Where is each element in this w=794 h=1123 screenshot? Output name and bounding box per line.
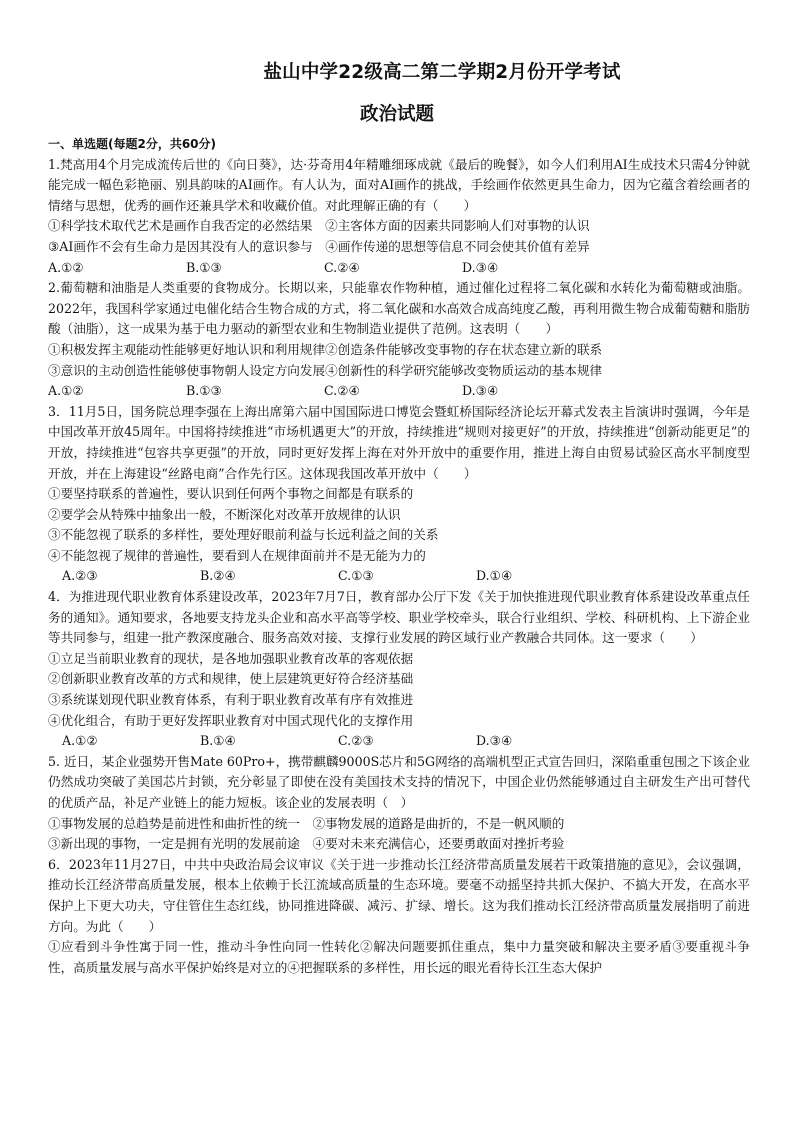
option-d[interactable]: D.③④ [476, 733, 513, 749]
question-3-options [48, 566, 750, 587]
question-3-statement: ③不能忽视了联系的多样性，要处理好眼前利益与长远利益之间的关系 [48, 527, 439, 543]
option-d[interactable]: D.③④ [462, 383, 499, 399]
option-a[interactable]: A.①② [62, 733, 98, 749]
option-b[interactable]: B.①③ [186, 383, 222, 399]
question-4-statement: ④优化组合，有助于更好发挥职业教育对中国式现代化的支撑作用 [48, 712, 414, 728]
section-heading: 一、单选题(每题2分，共60分) [48, 137, 217, 151]
question-3-statement: ④不能忽视了规律的普遍性，要看到人在规律面前并不是无能为力的 [48, 547, 426, 563]
exam-title: 盐山中学22级高二第二学期2月份开学考试 [263, 62, 621, 83]
question-1-statement: ①科学技术取代艺术是画作自我否定的必然结果 ②主客体方面的因素共同影响人们对事物的认识 [48, 218, 590, 234]
option-c[interactable]: C.①③ [338, 568, 374, 584]
question-4-statement: ②创新职业教育改革的方式和规律，使上层建筑更好符合经济基础 [48, 671, 414, 687]
question-6-stem: 6．2023年11月27日，中共中央政治局会议审议《关于进一步推动长江经济带高质量发展若干政策措施的意见》，会议强调，推动长江经济带高质量发展，根本上依赖于长江流域高质量的生态环境。要毫不动摇坚持共抓大保护、不搞大开发，在高水平保护上下更大功夫，守住管住生态红线，协同推进降碳、减污、扩绿、增长。这为我们推动长江经济带高质量发展指明了前进方向。为此（ ） [48, 856, 750, 934]
option-d[interactable]: D.①④ [476, 568, 513, 584]
option-b[interactable]: B.①③ [186, 259, 222, 275]
question-1-statement: ③AI画作不会有生命力是因其没有人的意识参与 ④画作传递的思想等信息不同会使其价值有差异 [48, 238, 590, 254]
option-a[interactable]: A.①② [48, 259, 84, 275]
option-a[interactable]: A.①② [48, 383, 84, 399]
question-1-stem: 1.梵高用4个月完成流传后世的《向日葵》，达·芬奇用4年精雕细琢成就《最后的晚餐》，如今人们利用AI生成技术只需4分钟就能完成一幅色彩艳丽、别具韵味的AI画作。有人认为，面对AI画作的挑战，手绘画作依然更具生命力，因为它蕴含着绘画者的情绪与思想，优秀的画作还兼具学术和收藏价值。对此理解正确的有（ ） [48, 156, 750, 213]
question-2-stem: 2.葡萄糖和油脂是人类重要的食物成分。长期以来，只能靠农作物种植，通过催化过程将二氧化碳和水转化为葡萄糖或油脂。2022年，我国科学家通过电催化结合生物合成的方式，将二氧化碳和水高效合成高纯度乙酸，再利用微生物合成葡萄糖和脂肪酸（油脂），这一成果为基于电力驱动的新型农业和生物制造业提供了范例。这表明（ ） [48, 280, 750, 337]
exam-content [48, 134, 750, 978]
question-5-stem: 5. 近日，某企业强势开售Mate 60Pro+，携带麒麟9000S芯片和5G网络的高端机型正式宣告回归，深陷重重包围之下该企业仍然成功突破了美国芯片封锁，充分彰显了即使在没有美国技术支持的情况下，中国企业仍然能够通过自主研发生产出可替代的优质产品，补足产业链上的能力短板。该企业的发展表明（ ） [48, 753, 750, 810]
option-b[interactable]: B.②④ [200, 568, 236, 584]
question-2-statement: ①积极发挥主观能动性能够更好地认识和利用规律②创造条件能够改变事物的存在状态建立新的联系 [48, 341, 603, 357]
question-4-options [48, 731, 750, 752]
question-3-stem: 3．11月5日，国务院总理李强在上海出席第六届中国国际进口博览会暨虹桥国际经济论坛开幕式发表主旨演讲时强调，今年是中国改革开放45周年。中国将持续推进“市场机遇更大”的开放，持续推进“规则对接更好”的开放，持续推进“创新动能更足”的开放，持续推进“包容共享更强”的开放，同时更好发挥上海在对外开放中的重要作用，推进上海自由贸易试验区高水平制度型开放，并在上海建设“丝路电商”合作先行区。这体现我国改革开放中（ ） [48, 403, 750, 481]
question-2-statement: ③意识的主动创造性能够使事物朝人设定方向发展④创新性的科学研究能够改变物质运动的基本规律 [48, 362, 603, 378]
option-c[interactable]: C.②④ [324, 383, 360, 399]
option-a[interactable]: A.②③ [62, 568, 98, 584]
question-3-statement: ②要学会从特殊中抽象出一般，不断深化对改革开放规律的认识 [48, 506, 401, 522]
option-d[interactable]: D.③④ [462, 259, 499, 275]
question-5-statement: ③新出现的事物，一定是拥有光明的发展前途 ④要对未来充满信心，还要勇敢面对挫折考验 [48, 836, 565, 852]
option-b[interactable]: B.①④ [200, 733, 236, 749]
question-1-options [48, 258, 750, 279]
option-c[interactable]: C.②③ [338, 733, 374, 749]
question-4-statement: ③系统谋划现代职业教育体系，有利于职业教育改革有序有效推进 [48, 692, 414, 708]
question-2-options [48, 381, 750, 402]
question-3-statement: ①要坚持联系的普遍性，要认识到任何两个事物之间都是有联系的 [48, 486, 414, 502]
question-4-stem: 4．为推进现代职业教育体系建设改革，2023年7月7日，教育部办公厅下发《关于加快推进现代职业教育体系建设改革重点任务的通知》。通知要求，各地要支持龙头企业和高水平高等学校、职业学校牵头，联合行业组织、学校、科研机构、上下游企业等共同参与，组建一批产教深度融合、服务高效对接、支撑行业发展的跨区域行业产教融合共同体。这一要求（ ） [48, 589, 750, 646]
question-4-statement: ①立足当前职业教育的现状，是各地加强职业教育改革的客观依据 [48, 650, 414, 666]
question-6-statement: ①应看到斗争性寓于同一性，推动斗争性向同一性转化②解决问题要抓住重点，集中力量突破和解决主要矛盾③要重视斗争性，高质量发展与高水平保护始终是对立的④把握联系的多样性，用长远的眼光看待长江生态大保护 [48, 939, 750, 975]
question-5-statement: ①事物发展的总趋势是前进性和曲折性的统一 ②事物发展的道路是曲折的，不是一帆风顺的 [48, 815, 565, 831]
exam-subtitle: 政治试题 [359, 104, 434, 125]
option-c[interactable]: C.②④ [324, 259, 360, 275]
